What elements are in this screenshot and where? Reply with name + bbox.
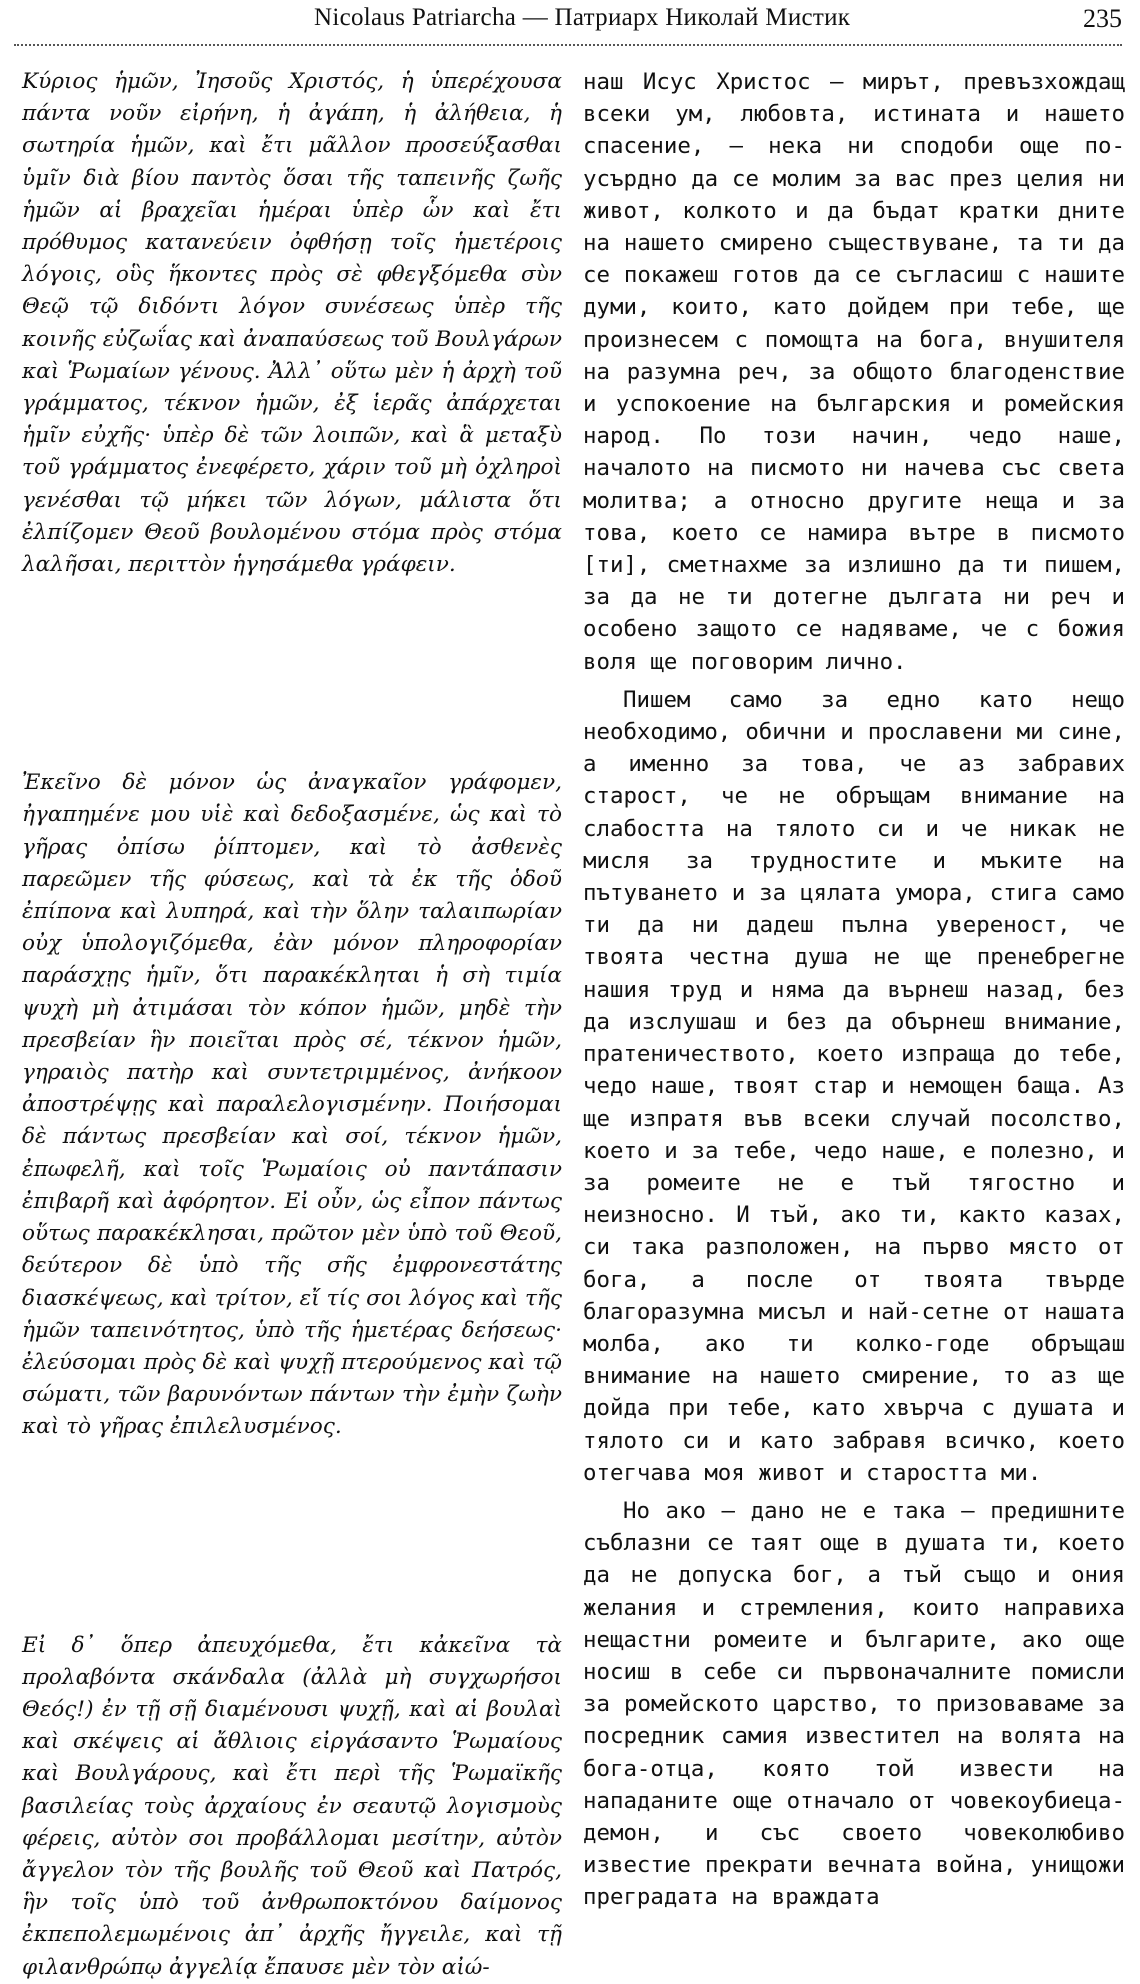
bulgarian-paragraph-2: Пишем само за едно като нещо необходимо, обични и прославени ми сине, а именно за това, че аз забравих старост, че не обръщам внимание на слабостта на тялото си и че никак не мисля за трудностите и мъките на пътуването и за цялата умора, стига само ти да ни дадеш пълна увереност, че твоята честна душа не ще пренебрегне нашия труд и няма да върнеш назад, без да изслушаш и без да обърнеш внимание, пратеничеството, което изпраща до тебе, чедо наше, твоят стар и немощен баща. Аз ще изпратя във всеки случай посолство, което и за тебе, чедо наше, е полезно, и за ромеите не е тъй тягостно и неизносно. И тъй, ако ти, както казах, си така разположен, на първо място от бога, а после от твоята твърде благоразумна мисъл и най-сетне от нашата молба, ако ти колко-годе обръщаш внимание на нашето смирение, то аз ще дойда при тебе, като хвърча с душата и тялото си и като забравя всичко, което отегчава моя живот и старостта ми. [583,686,1125,1486]
greek-paragraph-3: Εἰ δ᾽ ὅπερ ἀπευχόμεθα, ἔτι κἀκεῖνα τὰ προλαβόντα σκάνδαλα (ἀλλὰ μὴ συγχωρήσοι Θεός!) ἐν τῇ σῇ διαμένουσι ψυχῇ, καὶ αἱ βουλαὶ καὶ σκέψεις αἱ ἄθλιοις εἰργάσαντο Ῥωμαίους καὶ Βουλγάρους, καὶ ἔτι περὶ τῆς Ῥωμαϊκῆς βασιλείας τοὺς ἀρχαίους ἐν σεαυτῷ λογισμοὺς φέρεις, αὐτὸν σοι προβάλλομαι μεσίτην, αὐτὸν ἄγγελον τὸν τῆς βουλῆς τοῦ Θεοῦ καὶ Πατρός, ἣν τοῖς ὑπὸ τοῦ ἀνθρωποκτόνου δαίμονος ἐκπεπολεμωμένοις ἀπ᾽ ἀρχῆς ἤγγειλε, καὶ τῇ φιλανθρώπῳ ἀγγελίᾳ ἔπαυσε μὲν τὸν αἰώ- [22,1632,562,1980]
running-title: Nicolaus Patriarcha — Патриарх Николай Мистик [314,4,851,31]
greek-text-column [22,66,562,1984]
bulgarian-text-column [583,66,1125,1914]
bulgarian-paragraph-3: Но ако — дано не е така — предишните съблазни се таят още в душата ти, което да не допуска бог, а тъй също и ония желания и стремления, които направиха нещастни ромеите и българите, ако още носиш в себе си първоначалните помисли за ромейското царство, то призоваваме за посредник самия известител на волята на бога-отца, която той извести на нападаните още отначало от човекоубиеца-демон, и със своето човеколюбиво известие прекрати вечната война, унищожи преградата на враждата [583,1497,1125,1911]
greek-paragraph-2: Ἐκεῖνο δὲ μόνον ὡς ἀναγκαῖον γράφομεν, ἠγαπημένε μου υἱὲ καὶ δεδοξασμένε, ὡς καὶ τὸ γῆρας ὀπίσω ῥίπτομεν, καὶ τὸ ἀσθενὲς παρεῶμεν τῆς φύσεως, καὶ τὰ ἐκ τῆς ὁδοῦ ἐπίπονα καὶ λυπηρά, καὶ τὴν ὅλην ταλαιπωρίαν οὐχ ὑπολογιζόμεθα, ἐὰν μόνον πληροφορίαν παράσχῃς ἡμῖν, ὅτι παρακέκληται ἡ σὴ τιμία ψυχὴ μὴ ἀτιμάσαι τὸν κόπον ἡμῶν, μηδὲ τὴν πρεσβείαν ἣν ποιεῖται πρὸς σέ, τέκνον ἡμῶν, γηραιὸς πατὴρ καὶ συντετριμμένος, ἀνήκοον ἀποστρέψῃς καὶ παραλελογισμένην. Ποιήσομαι δὲ πάντως πρεσβείαν καὶ σοί, τέκνον ἡμῶν, ἐπωφελῆ, καὶ τοῖς Ῥωμαίοις οὐ παντάπασιν ἐπιβαρῆ καὶ ἀφόρητον. Εἰ οὖν, ὡς εἶπον πάντως οὕτως παρακέκλησαι, πρῶτον μὲν ὑπὸ τοῦ Θεοῦ, δεύτερον δὲ ὑπὸ τῆς σῆς ἐμφρονεστάτης διασκέψεως, καὶ τρίτον, εἴ τίς σοι λόγος καὶ τῆς ἡμῶν ταπεινότητος, ὑπὸ τῆς ἡμετέρας δεήσεως· ἐλεύσομαι πρὸς δὲ καὶ ψυχῇ πτερούμενος καὶ τῷ σώματι, τῶν βαρυνόντων πάντων τὴν ἐμὴν ζωὴν καὶ τὸ γῆρας ἐπιλελυσμένος. [22,770,562,1440]
bulgarian-paragraph-1: наш Исус Христос — мирът, превъзхождащ всеки ум, любовта, истината и нашето спасение, — нека ни сподоби още по-усърдно да се молим за вас през целия ни живот, колкото и да бъдат кратки дните на нашето смирено съществуване, та ти да се покажеш готов да се съгласиш с нашите думи, които, като дойдем при тебе, ще произнесем с помощта на бога, внушителя на разумна реч, за общото благоденствие и успокоение на българския и ромейския народ. По този начин, чедо наше, началото на писмото ни начева със света молитва; а относно другите неща и за това, което се намира вътре в писмото [ти], сметнахме за излишно да ти пишем, за да не ти дотегне дългата ни реч и особено защото се надяваме, че с божия воля ще поговорим лично. [583,69,1125,675]
header-rule [14,44,1122,46]
running-head [14,4,1122,40]
greek-paragraph-1: Κύριος ἡμῶν, Ἰησοῦς Χριστός, ἡ ὑπερέχουσα πάντα νοῦν εἰρήνη, ἡ ἀγάπη, ἡ ἀλήθεια, ἡ σωτηρία ἡμῶν, καὶ ἔτι μᾶλλον προσεύξασθαι ὑμῖν διὰ βίου παντὸς ὅσαι τῆς ταπεινῆς ζωῆς ἡμῶν αἱ βραχεῖαι ἡμέραι ὑπὲρ ὧν καὶ ἔτι πρόθυμος κατανεύειν ὀφθήσῃ τοῖς ἡμετέροις λόγοις, οὓς ἥκοντες πρὸς σὲ φθεγξόμεθα σὺν Θεῷ τῷ διδόντι λόγον συνέσεως ὑπὲρ τῆς κοινῆς εὐζωΐας καὶ ἀναπαύσεως τοῦ Βουλγάρων καὶ Ῥωμαίων γένους. Ἀλλ᾽ οὕτω μὲν ἡ ἀρχὴ τοῦ γράμματος, τέκνον ἡμῶν, ἐξ ἱερᾶς ἀπάρχεται ἡμῖν εὐχῆς· ὑπὲρ δὲ τῶν λοιπῶν, καὶ ἃ μεταξὺ τοῦ γράμματος ἐνεφέρετο, χάριν τοῦ μὴ ὀχληροὶ γενέσθαι τῷ μήκει τῶν λόγων, μάλιστα ὅτι ἐλπίζομεν Θεοῦ βουλομένου στόμα πρὸς στόμα λαλῆσαι, περιττὸν ἡγησάμεθα γράφειν. [22,69,562,578]
page-number: 235 [1083,4,1122,33]
